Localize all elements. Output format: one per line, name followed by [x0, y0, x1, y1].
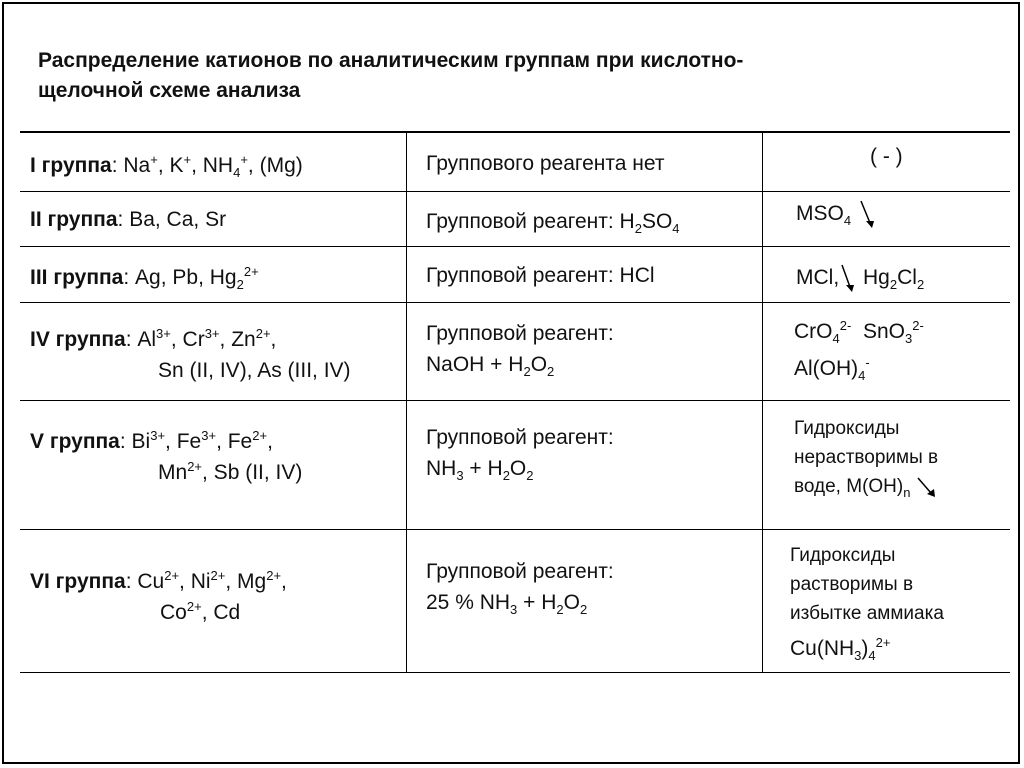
row-divider	[20, 529, 1010, 530]
result-line: воде, M(OH)	[794, 476, 904, 497]
row-divider	[20, 302, 1010, 303]
reagent-cell-6: Групповой реагент: 25 % $NH_3 + H_2O_2$	[426, 556, 614, 618]
table-top-rule	[20, 131, 1010, 133]
precipitate-arrow-icon	[916, 475, 938, 499]
title-line-2: щелочной схеме анализа	[38, 79, 301, 102]
reagent-label: Групповой реагент:	[426, 426, 614, 449]
group-cell-1: I группа: Na+, K+, $NH_4^+$, (Mg)	[30, 152, 303, 181]
table-bottom-rule	[20, 672, 1010, 673]
reagent-label: Групповой реагент:	[426, 560, 614, 583]
cations-line-2-tail: , Sb (II, IV)	[202, 461, 303, 484]
reagent-cell-4: Групповой реагент: NaOH + $H_2O_2$	[426, 318, 614, 380]
group-cell-3: III группа: Ag, Pb, $Hg_2^{2+}$	[30, 264, 259, 293]
row-divider	[20, 246, 1010, 247]
group-label: II группа	[30, 208, 118, 231]
result-cell-5: Гидроксиды нерастворимы в воде, $M(OH)_n$	[794, 414, 938, 501]
cations-line-2-tail: , Cd	[201, 601, 241, 624]
row-divider	[20, 400, 1010, 401]
cations: Ba, Ca, Sr	[129, 208, 227, 231]
result-line: растворимы в	[790, 574, 914, 595]
column-divider	[406, 131, 407, 672]
cations: Ag, Pb, Hg	[135, 266, 237, 289]
reagent-prefix: Групповой реагент:	[426, 210, 620, 233]
group-label: VI группа	[30, 570, 126, 593]
reagent-cell-2: Групповой реагент: $H_2SO_4$	[426, 210, 680, 237]
precipitate-arrow-icon	[839, 263, 857, 293]
title-line-1: Распределение катионов по аналитическим группам при кислотно-	[38, 49, 744, 72]
result-cell-1: ( - )	[870, 145, 903, 168]
result-line: Гидроксиды	[790, 545, 896, 566]
group-label: V группа	[30, 430, 120, 453]
result-line: избытке аммиака	[790, 603, 944, 624]
group-cell-6: VI группа: $Cu^{2+}$, $Ni^{2+}$, $Mg^{2+}$, $Co^{2+}$, Cd	[30, 568, 287, 624]
reagent-cell-3: Групповой реагент: HCl	[426, 264, 655, 287]
group-cell-5: V группа: $Bi^{3+}$, $Fe^{3+}$, $Fe^{2+}$, $Mn^{2+}$, Sb (II, IV)	[30, 428, 303, 484]
result-cell-2: $MSO_4$	[796, 198, 877, 229]
group-cell-4: IV группа: $Al^{3+}$, $Cr^{3+}$, $Zn^{2+}$, Sn (II, IV), As (III, IV)	[30, 324, 351, 386]
group-cell-2: II группа: Ba, Ca, Sr	[30, 208, 227, 231]
group-label: III группа	[30, 266, 124, 289]
result-line: нерастворимы в	[794, 447, 939, 468]
page-title	[38, 46, 938, 106]
reagent-cell-1: Группового реагента нет	[426, 152, 665, 175]
precipitate-arrow-icon	[857, 199, 877, 229]
column-divider	[762, 131, 763, 672]
row-divider	[20, 191, 1010, 192]
group-label: IV группа	[30, 328, 126, 351]
reagent-label: Групповой реагент:	[426, 322, 614, 345]
group-label: I группа	[30, 154, 112, 177]
result-cell-4: CrO$_4^{2-}$ SnO$_3^{2-}$ $Al(OH)_4^-$	[794, 318, 924, 384]
result-cell-3: MCl, $Hg_2Cl_2$	[796, 262, 924, 293]
result-cell-6: Гидроксиды растворимы в избытке аммиака $Cu(NH_3)_4^{2+}$	[790, 541, 944, 663]
reagent-cell-5: Групповой реагент: $NH_3 + H_2O_2$	[426, 422, 614, 484]
result-line: Гидроксиды	[794, 418, 900, 439]
cations-line-2: Sn (II, IV), As (III, IV)	[158, 359, 351, 382]
